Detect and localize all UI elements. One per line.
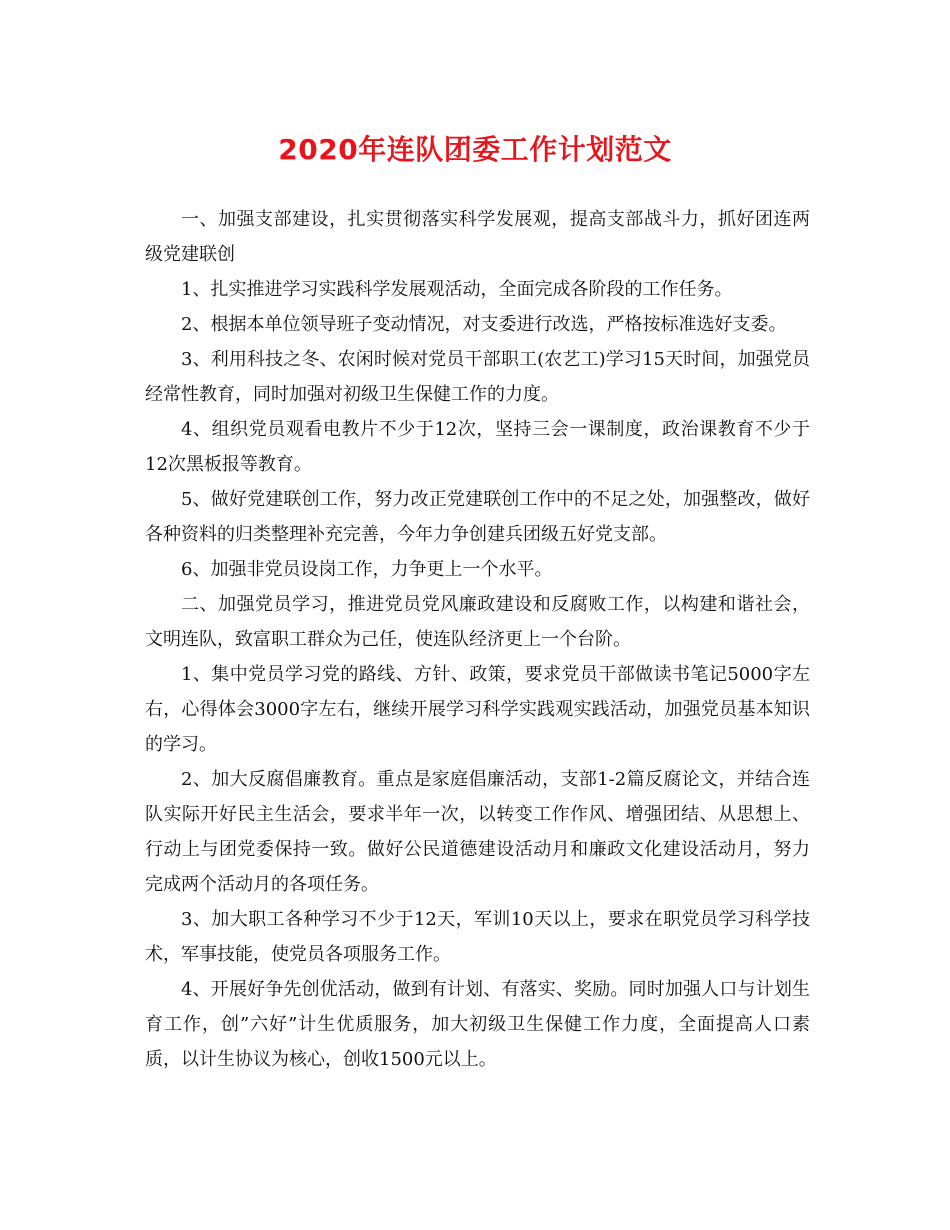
paragraph: 1、扎实推进学习实践科学发展观活动，全面完成各阶段的工作任务。 (181, 279, 733, 300)
paragraph: 3、利用科技之冬、农闲时候对党员干部职工(农艺工)学习15天时间，加强党员经常性教育，同时加强对初级卫生保健工作的力度。 (145, 349, 810, 405)
document-title: 2020年连队团委工作计划范文 (278, 133, 672, 166)
paragraph: 2、加大反腐倡廉教育。重点是家庭倡廉活动，支部1-2篇反腐论文，并结合连队实际开好民主生活会，要求半年一次，以转变工作作风、增强团结、从思想上、行动上与团党委保持一致。做好公民道德建设活动月和廉政文化建设活动月，努力完成两个活动月的各项任务。 (145, 769, 810, 895)
paragraph: 6、加强非党员设岗工作，力争更上一个水平。 (181, 559, 553, 580)
paragraph: 3、加大职工各种学习不少于12天，军训10天以上，要求在职党员学习科学技术，军事技能，使党员各项服务工作。 (145, 909, 810, 965)
paragraph: 2、根据本单位领导班子变动情况，对支委进行改选，严格按标准选好支委。 (181, 314, 787, 335)
paragraph: 一、加强支部建设，扎实贯彻落实科学发展观，提高支部战斗力，抓好团连两级党建联创 (145, 209, 810, 265)
paragraph: 4、开展好争先创优活动，做到有计划、有落实、奖励。同时加强人口与计划生育工作，创”六好”计生优质服务，加大初级卫生保健工作力度，全面提高人口素质，以计生协议为核心，创收1500元以上。 (145, 979, 810, 1070)
document-body (145, 202, 810, 1077)
paragraph: 1、集中党员学习党的路线、方针、政策，要求党员干部做读书笔记5000字左右，心得体会3000字左右，继续开展学习科学实践观实践活动，加强党员基本知识的学习。 (145, 664, 810, 755)
paragraph: 二、加强党员学习，推进党员党风廉政建设和反腐败工作，以构建和谐社会，文明连队，致富职工群众为己任，使连队经济更上一个台阶。 (145, 594, 810, 650)
paragraph: 4、组织党员观看电教片不少于12次，坚持三会一课制度，政治课教育不少于12次黑板报等教育。 (145, 419, 810, 475)
paragraph: 5、做好党建联创工作，努力改正党建联创工作中的不足之处，加强整改，做好各种资料的归类整理补充完善，今年力争创建兵团级五好党支部。 (145, 489, 810, 545)
